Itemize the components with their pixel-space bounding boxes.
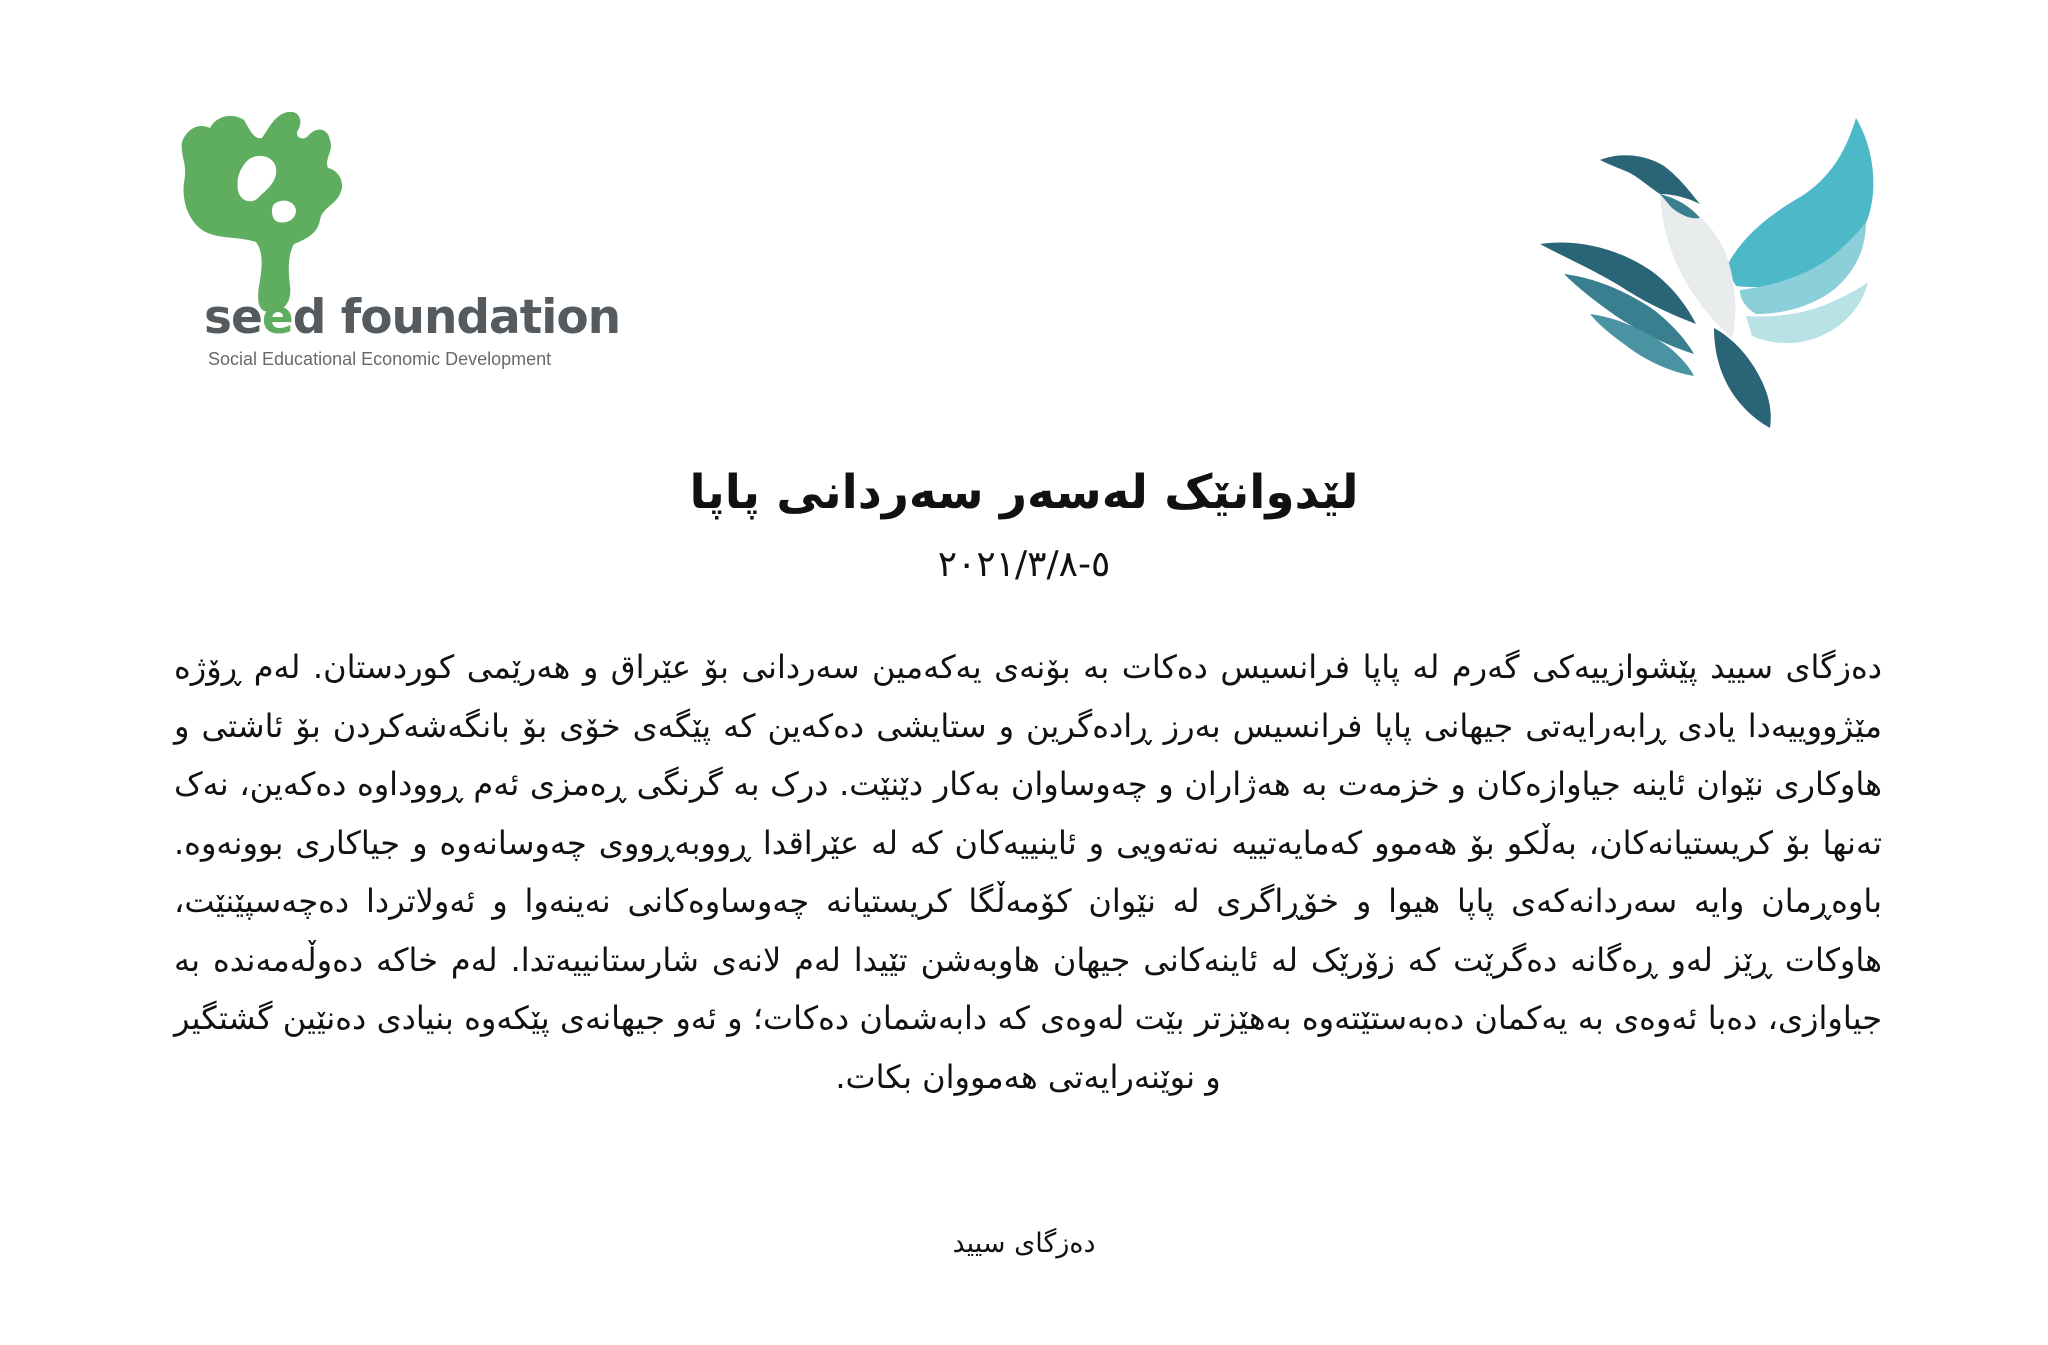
bird-logo-icon [1540,118,1890,428]
seed-foundation-name: seed foundation [204,290,621,345]
seed-tree-icon [178,112,348,312]
statement-body: دەزگای سیید پێشوازییەکی گەرم لە پاپا فرانسیس دەکات بە بۆنەی یەکەمین سەردانی بۆ عێراق و هەرێمی کوردستان. لەم ڕۆژە مێژووییەدا یادی ڕابەرایەتی جیهانی پاپا فرانسیس بەرز ڕادەگرین و ستایشی دەکەین کە پێگەی خۆی بۆ بانگەشەکردن بۆ ئاشتی و هاوکاری نێوان ئاینە جیاوازەکان و خزمەت بە هەژاران و چەوساوان بەکار دێنێت. درک بە گرنگی ڕەمزی ئەم ڕووداوە دەکەین، نەک تەنها بۆ کریستیانەکان، بەڵکو بۆ هەموو کەمایەتییە نەتەویی و ئاینییەکان کە لە عێراقدا ڕووبەڕووی چەوسانەوە و جیاکاری بوونەوە. باوەڕمان وایە سەردانەکەی پاپا هیوا و خۆڕاگری لە نێوان کۆمەڵگا کریستیانە چەوساوەکانی نەینەوا و ئەولاتردا دەچەسپێنێت، هاوکات ڕێز لەو ڕەگانە دەگرێت کە زۆرێک لە ئاینەکانی جیهان هاوبەشن تێیدا لەم لانەی شارستانییەتدا. لەم خاکە دەوڵەمەندە بە جیاوازی، دەبا ئەوەی بە یەکمان دەبەستێتەوە بەهێزتر بێت لەوەی کە دابەشمان دەکات؛ و ئەو جیهانەی پێکەوە بنیادی دەنێین گشتگیر و نوێنەرایەتی هەمووان بکات. [174,648,1882,1096]
seed-foundation-logo [178,112,621,382]
statement-date: ٥-٢٠٢١/٣/٨ [937,544,1111,585]
statement-title: لێدوانێک لەسەر سەردانی پاپا [689,465,1359,520]
seed-foundation-tagline: Social Educational Economic Development [208,349,552,369]
signature: دەزگای سیید [952,1228,1096,1259]
